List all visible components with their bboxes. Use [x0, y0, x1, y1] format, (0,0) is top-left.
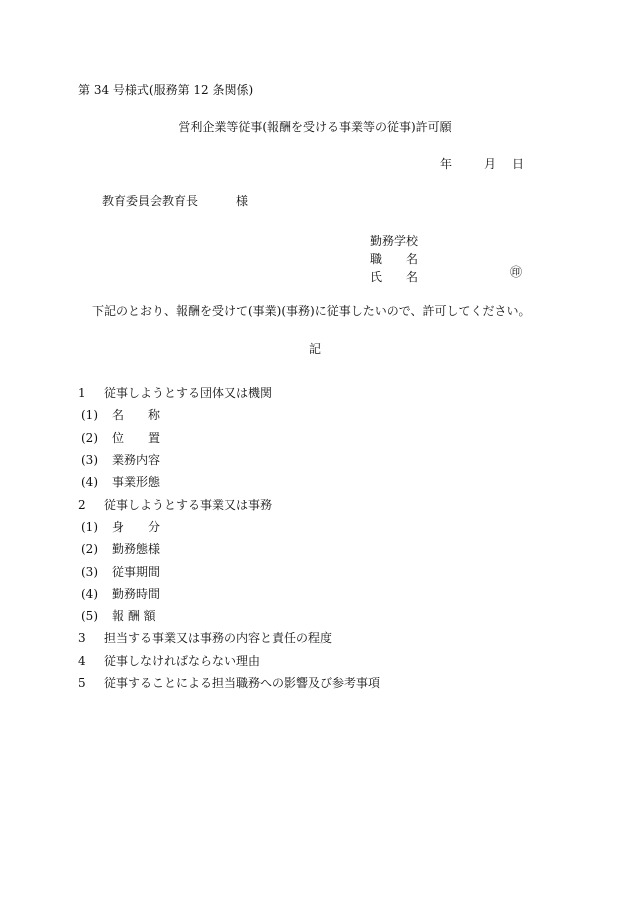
list-item [78, 650, 380, 672]
item-number: 3 [78, 631, 86, 646]
form-number: 第 34 号様式(服務第 12 条関係) [78, 83, 254, 97]
item-number: (1) [81, 408, 98, 423]
sub-item [78, 560, 380, 582]
item-text: 報 酬 額 [112, 609, 156, 624]
item-number: (2) [81, 542, 98, 557]
item-text: 担当する事業又は事務の内容と責任の程度 [104, 631, 333, 646]
list-item [78, 627, 380, 649]
item-number: (5) [81, 609, 98, 624]
item-number: 2 [78, 497, 86, 512]
list-item [78, 493, 380, 515]
sub-item [78, 471, 380, 493]
list-item [78, 382, 380, 404]
item-text: 位 置 [112, 430, 161, 445]
seal-mark: ㊞ [510, 265, 523, 279]
item-number: (3) [81, 453, 98, 468]
item-text: 従事することによる担当職務への影響及び参考事項 [104, 676, 381, 690]
item-text: 身 分 [112, 519, 161, 534]
addressee [102, 195, 248, 207]
item-number: (4) [81, 475, 98, 490]
date-month: 月 [484, 157, 497, 171]
item-text: 従事しなければならない理由 [104, 653, 261, 668]
date-line [440, 158, 524, 170]
list-item [78, 672, 380, 694]
item-text: 勤務時間 [112, 586, 161, 601]
item-number: (3) [81, 564, 98, 579]
item-text: 業務内容 [112, 453, 161, 468]
item-text: 名 称 [112, 408, 161, 423]
sub-item [78, 449, 380, 471]
item-text: 勤務態様 [112, 542, 161, 557]
item-number: (4) [81, 586, 98, 601]
sub-item [78, 538, 380, 560]
document-title: 営利企業等従事(報酬を受ける事業等の従事)許可願 [178, 120, 452, 134]
name-label: 氏 名 [370, 270, 419, 284]
school-label: 勤務学校 [370, 234, 419, 248]
date-day: 日 [512, 157, 525, 171]
request-text: 下記のとおり、報酬を受けて(事業)(事務)に従事したいので、許可してください。 [92, 304, 531, 318]
date-year: 年 [440, 157, 453, 171]
item-number: (2) [81, 430, 98, 445]
item-number: 1 [78, 386, 86, 401]
applicant-block [370, 232, 418, 286]
sub-item [78, 583, 380, 605]
item-number: 5 [78, 676, 86, 690]
addressee-honorific: 様 [236, 194, 249, 208]
item-text: 従事期間 [112, 564, 161, 579]
sub-item [78, 427, 380, 449]
item-number: 4 [78, 653, 86, 668]
item-text: 事業形態 [112, 475, 161, 490]
item-text: 従事しようとする団体又は機関 [104, 386, 273, 401]
item-list [78, 382, 380, 694]
item-text: 従事しようとする事業又は事務 [104, 497, 273, 512]
item-number: (1) [81, 519, 98, 534]
addressee-name: 教育委員会教育長 [102, 194, 199, 208]
position-label: 職 名 [370, 252, 419, 266]
ki-heading: 記 [308, 342, 321, 356]
sub-item [78, 605, 380, 627]
sub-item [78, 404, 380, 426]
sub-item [78, 516, 380, 538]
